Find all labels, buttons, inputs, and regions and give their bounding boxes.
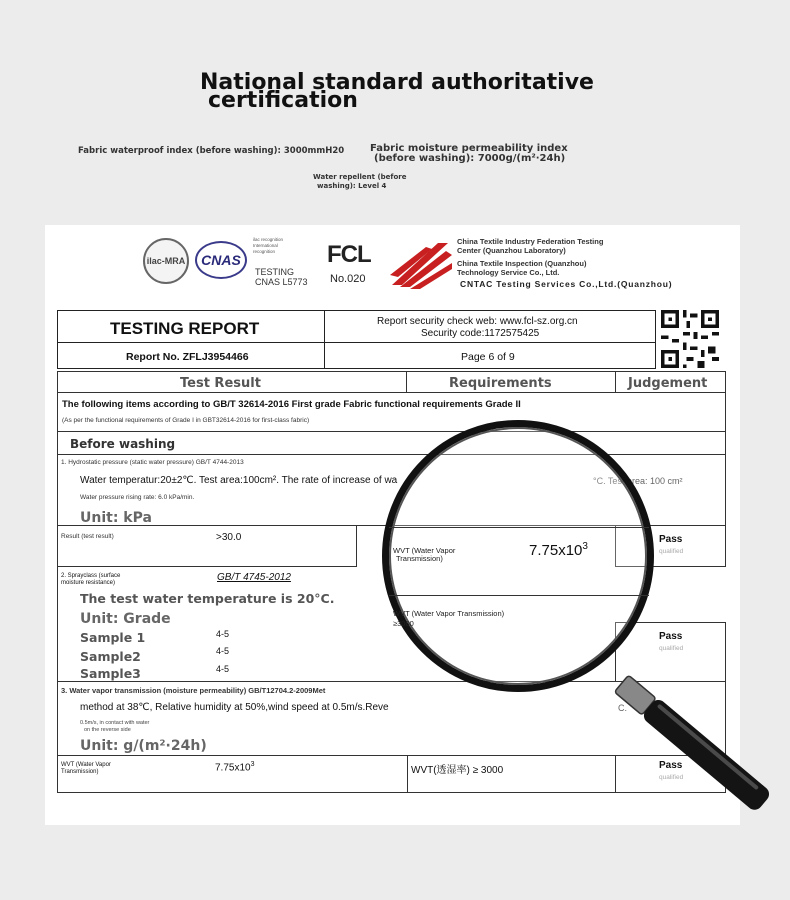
security-box [324,310,656,343]
lab-line-2: Center (Quanzhou Laboratory) [457,246,566,255]
item3-condition-right: C. [618,703,627,713]
magnifier-handle-icon [610,672,790,832]
item1-condition-right: °C. Test area: 100 cm² [593,476,683,486]
lens-wvt-label-line2: Transmission) [396,554,443,563]
cnas-logo [195,241,247,279]
fcl-number: No.020 [330,273,366,285]
col-header-judgement [615,371,726,393]
lab-line-1: China Textile Industry Federation Testing [457,237,604,246]
cnas-logo-text: CNAS [201,252,241,268]
item3-sub-line2: on the reverse side [84,727,131,733]
sample3-value: 4-5 [216,664,230,674]
sample2-value: 4-5 [216,646,230,656]
ilac-mra-logo [143,238,189,284]
item3-requirement-cell [407,755,616,793]
sample1-value: 4-5 [216,629,230,639]
col-requirements-label: Requirements [449,376,552,391]
lens-wvt-label [393,547,455,563]
fcl-logo: FCL [327,241,371,268]
feature-repellent [313,173,406,191]
item1-judgement: Pass [659,534,683,545]
cnas-number: CNAS L5773 [255,277,308,287]
sample2-label: Sample2 [80,649,141,664]
item3-sub [80,720,149,734]
lens-wvt-mantissa: 7.75x10 [529,542,583,559]
item1-condition: Water temperatur:20±2℃. Test area:100cm². The rate of increase of wa [80,475,398,486]
standard-row [57,392,726,432]
sample3-label: Sample3 [80,666,141,681]
item3-title: 3. Water vapor transmission (moisture permeability) GB/T12704.2-2009Met [61,686,326,695]
cntac-stripes-logo [390,237,452,289]
item3-result-mantissa: 7.75x10 [215,762,251,774]
item3-result-exponent: 3 [250,761,255,768]
before-washing-row [57,431,726,455]
item2-title [61,573,120,587]
item2-judgement: Pass [659,631,683,642]
feature-moisture [370,144,568,164]
feature-moisture-line1: Fabric moisture permeability index [370,143,568,154]
item3-judgement: Pass [659,760,683,771]
standard-line: The following items according to GB/T 32614-2016 First grade Fabric functional requirements Grade II [62,399,521,410]
lab-line-4: Technology Service Co., Ltd. [457,268,560,277]
col-result-label: Test Result [180,376,261,391]
lens-requirement-value: ≥3000 [393,619,414,628]
report-number: Report No. ZFLJ3954466 [126,351,249,363]
page-number-box [324,342,656,369]
ilac-logo-text: ilac-MRA [146,256,186,266]
item3-result-label-line2: Transmission) [61,769,99,775]
item2-title-line1: 2. Sprayclass (surface [61,573,121,579]
item2-unit: Unit: Grade [80,611,171,627]
lens-requirement-label: WVT (Water Vapor Transmission) [393,609,505,618]
security-web: Report security check web: www.fcl-sz.org.cn [377,316,578,327]
item1-result-label: Result (test result) [61,533,114,540]
item3-judgement-sub: qualified [659,774,684,781]
report-title: TESTING REPORT [110,319,260,338]
item2-cell [57,566,357,682]
item3-result-label [61,762,111,776]
lens-wvt-exponent: 3 [582,541,588,552]
cnas-testing-mark [255,267,308,287]
security-code: Security code:1172575425 [421,328,540,339]
item3-sub-line1: 0.5m/s, in contact with water [80,720,150,726]
col-judgement-label: Judgement [628,376,708,391]
col-header-result [57,371,407,393]
col-header-requirements [406,371,616,393]
lens-rule-1 [389,527,649,528]
report-title-box [57,310,325,343]
feature-waterproof: Fabric waterproof index (before washing): 3000mmH20 [78,146,345,156]
before-washing-label: Before washing [70,437,176,451]
item1-result-value: >30.0 [216,532,242,543]
item2-standard: GB/T 4745-2012 [217,572,291,583]
cnas-side-text: ilac recognition International recognition [253,237,284,254]
item3-result-value [215,761,255,773]
item1-title: 1. Hydrostatic pressure (static water pressure) GB/T 4744-2013 [61,459,244,466]
item1-judgement-sub: qualified [659,548,684,555]
cnas-testing-label: TESTING [255,267,295,277]
lab-name [457,237,603,277]
qr-code-icon [658,310,722,368]
item1-result-cell [57,525,357,567]
item3-result-label-line1: WVT (Water Vapor [61,762,111,768]
report-number-box [57,342,325,369]
lens-wvt-value [529,541,588,559]
item1-rate: Water pressure rising rate: 6.0 kPa/min. [80,494,195,501]
feature-moisture-line2: (before washing): 7000g/(m²·24h) [374,153,566,164]
feature-repellent-line1: Water repellent (before [313,173,407,181]
item1-unit: Unit: kPa [80,510,152,526]
item3-result-cell [57,755,408,793]
item3-condition: method at 38℃, Relative humidity at 50%,wind speed at 0.5m/s.Reve [80,702,389,713]
item3-unit: Unit: g/(m²·24h) [80,738,207,754]
title-line-2: certification [208,88,358,113]
cntac-lab-name: CNTAC Testing Services Co.,Ltd.(Quanzhou) [460,279,673,289]
lab-line-3: China Textile Inspection (Quanzhou) [457,259,587,268]
feature-repellent-line2: washing): Level 4 [317,182,387,190]
lens-rule-2 [389,595,649,596]
page-number: Page 6 of 9 [461,351,515,363]
item3-requirement: WVT(透湿率) ≥ 3000 [411,765,504,776]
page-title [200,70,594,113]
item2-judgement-sub: qualified [659,645,684,652]
item2-title-line2: moisture resistance) [61,580,116,586]
item2-condition: The test water temperature is 20°C. [80,591,335,606]
lens-wvt-label-line1: WVT (Water Vapor [393,546,456,555]
title-line-1: National standard authoritative [200,70,594,95]
sample1-label: Sample 1 [80,630,146,645]
standard-sub: (As per the functional requirements of Grade I in GBT32614-2016 for first-class fabric) [62,417,310,424]
magnifier-lens [382,420,654,692]
